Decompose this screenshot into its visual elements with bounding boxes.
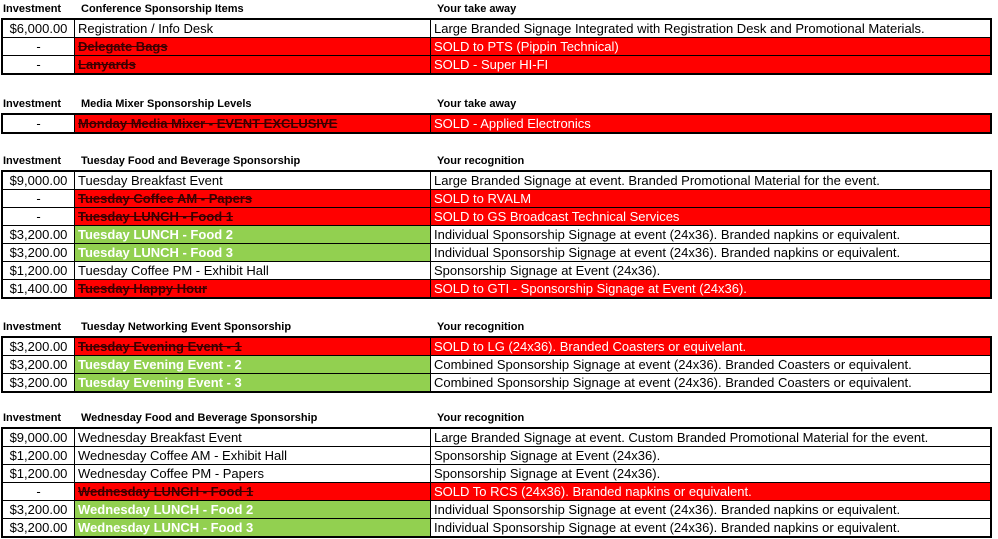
investment-cell: $6,000.00 bbox=[2, 19, 75, 38]
header-investment: Investment bbox=[3, 98, 62, 110]
item-cell: Delegate Bags bbox=[75, 38, 431, 56]
item-cell: Wednesday Coffee PM - Papers bbox=[75, 465, 431, 483]
benefit-cell: SOLD - Super HI-FI bbox=[431, 56, 992, 75]
item-cell: Tuesday Coffee AM - Papers bbox=[75, 190, 431, 208]
benefit-cell: Sponsorship Signage at Event (24x36). bbox=[431, 447, 992, 465]
investment-cell: $3,200.00 bbox=[2, 244, 75, 262]
item-cell: Wednesday LUNCH - Food 3 bbox=[75, 519, 431, 538]
table-row bbox=[2, 226, 991, 244]
investment-cell: $3,200.00 bbox=[2, 501, 75, 519]
item-cell: Monday Media Mixer - EVENT EXCLUSIVE bbox=[75, 114, 431, 133]
table-row bbox=[2, 501, 991, 519]
item-cell: Tuesday LUNCH - Food 2 bbox=[75, 226, 431, 244]
sponsorship-table bbox=[1, 170, 992, 299]
table-row bbox=[2, 38, 991, 56]
sponsorship-table bbox=[1, 336, 992, 393]
header-benefit: Your recognition bbox=[437, 412, 525, 424]
section-header bbox=[0, 1, 998, 18]
benefit-cell: SOLD to GS Broadcast Technical Services bbox=[431, 208, 992, 226]
item-cell: Tuesday Evening Event - 1 bbox=[75, 337, 431, 356]
header-investment: Investment bbox=[3, 321, 62, 333]
benefit-cell: SOLD to RVALM bbox=[431, 190, 992, 208]
item-cell: Wednesday LUNCH - Food 2 bbox=[75, 501, 431, 519]
table-row bbox=[2, 19, 991, 38]
investment-cell: - bbox=[2, 190, 75, 208]
investment-cell: - bbox=[2, 114, 75, 133]
investment-cell: - bbox=[2, 38, 75, 56]
section-header bbox=[0, 410, 998, 427]
benefit-cell: SOLD to GTI - Sponsorship Signage at Event (24x36). bbox=[431, 280, 992, 299]
item-cell: Tuesday LUNCH - Food 3 bbox=[75, 244, 431, 262]
benefit-cell: Large Branded Signage at event. Custom Branded Promotional Material for the event. bbox=[431, 428, 992, 447]
benefit-cell: Individual Sponsorship Signage at event (24x36). Branded napkins or equivalent. bbox=[431, 244, 992, 262]
item-cell: Wednesday LUNCH - Food 1 bbox=[75, 483, 431, 501]
table-row bbox=[2, 280, 991, 299]
sponsorship-table bbox=[1, 18, 992, 75]
item-cell: Tuesday Evening Event - 2 bbox=[75, 356, 431, 374]
benefit-cell: Individual Sponsorship Signage at event (24x36). Branded napkins or equivalent. bbox=[431, 226, 992, 244]
investment-cell: $9,000.00 bbox=[2, 428, 75, 447]
item-cell: Wednesday Breakfast Event bbox=[75, 428, 431, 447]
header-investment: Investment bbox=[3, 155, 62, 167]
benefit-cell: Individual Sponsorship Signage at event (24x36). Branded napkins or equivalent. bbox=[431, 519, 992, 538]
section-header bbox=[0, 96, 998, 113]
investment-cell: $1,400.00 bbox=[2, 280, 75, 299]
investment-cell: $3,200.00 bbox=[2, 226, 75, 244]
investment-cell: $1,200.00 bbox=[2, 262, 75, 280]
benefit-cell: Large Branded Signage Integrated with Registration Desk and Promotional Materials. bbox=[431, 19, 992, 38]
table-row bbox=[2, 190, 991, 208]
item-cell: Tuesday Breakfast Event bbox=[75, 171, 431, 190]
table-row bbox=[2, 356, 991, 374]
section-tuesday-food bbox=[0, 153, 998, 299]
header-benefit: Your recognition bbox=[437, 321, 525, 333]
item-cell: Lanyards bbox=[75, 56, 431, 75]
benefit-cell: Sponsorship Signage at Event (24x36). bbox=[431, 262, 992, 280]
investment-cell: $3,200.00 bbox=[2, 374, 75, 393]
investment-cell: $9,000.00 bbox=[2, 171, 75, 190]
benefit-cell: SOLD to LG (24x36). Branded Coasters or equivelant. bbox=[431, 337, 992, 356]
investment-cell: $1,200.00 bbox=[2, 465, 75, 483]
benefit-cell: Combined Sponsorship Signage at event (24x36). Branded Coasters or equivalent. bbox=[431, 356, 992, 374]
header-investment: Investment bbox=[3, 3, 62, 15]
benefit-cell: SOLD - Applied Electronics bbox=[431, 114, 992, 133]
section-header bbox=[0, 153, 998, 170]
item-cell: Tuesday Happy Hour bbox=[75, 280, 431, 299]
header-benefit: Your take away bbox=[437, 3, 517, 15]
header-category: Wednesday Food and Beverage Sponsorship bbox=[81, 412, 318, 424]
investment-cell: - bbox=[2, 56, 75, 75]
item-cell: Tuesday Coffee PM - Exhibit Hall bbox=[75, 262, 431, 280]
item-cell: Wednesday Coffee AM - Exhibit Hall bbox=[75, 447, 431, 465]
header-benefit: Your recognition bbox=[437, 155, 525, 167]
header-category: Tuesday Food and Beverage Sponsorship bbox=[81, 155, 301, 167]
item-cell: Tuesday Evening Event - 3 bbox=[75, 374, 431, 393]
header-benefit: Your take away bbox=[437, 98, 517, 110]
table-row bbox=[2, 465, 991, 483]
section-conference-items bbox=[0, 1, 998, 75]
section-tuesday-networking bbox=[0, 319, 998, 393]
header-category: Tuesday Networking Event Sponsorship bbox=[81, 321, 292, 333]
table-row bbox=[2, 519, 991, 538]
table-row bbox=[2, 56, 991, 75]
header-category: Conference Sponsorship Items bbox=[81, 3, 244, 15]
benefit-cell: Combined Sponsorship Signage at event (24x36). Branded Coasters or equivalent. bbox=[431, 374, 992, 393]
benefit-cell: Sponsorship Signage at Event (24x36). bbox=[431, 465, 992, 483]
section-wednesday-food bbox=[0, 410, 998, 538]
table-row bbox=[2, 483, 991, 501]
investment-cell: $3,200.00 bbox=[2, 337, 75, 356]
table-row bbox=[2, 171, 991, 190]
table-row bbox=[2, 114, 991, 133]
benefit-cell: Individual Sponsorship Signage at event (24x36). Branded napkins or equivalent. bbox=[431, 501, 992, 519]
benefit-cell: Large Branded Signage at event. Branded Promotional Material for the event. bbox=[431, 171, 992, 190]
investment-cell: $1,200.00 bbox=[2, 447, 75, 465]
table-row bbox=[2, 428, 991, 447]
benefit-cell: SOLD to PTS (Pippin Technical) bbox=[431, 38, 992, 56]
investment-cell: - bbox=[2, 483, 75, 501]
table-row bbox=[2, 337, 991, 356]
table-row bbox=[2, 374, 991, 393]
investment-cell: $3,200.00 bbox=[2, 519, 75, 538]
investment-cell: - bbox=[2, 208, 75, 226]
table-row bbox=[2, 262, 991, 280]
header-investment: Investment bbox=[3, 412, 62, 424]
item-cell: Tuesday LUNCH - Food 1 bbox=[75, 208, 431, 226]
section-media-mixer bbox=[0, 96, 998, 134]
section-header bbox=[0, 319, 998, 336]
sponsorship-table bbox=[1, 427, 992, 538]
investment-cell: $3,200.00 bbox=[2, 356, 75, 374]
item-cell: Registration / Info Desk bbox=[75, 19, 431, 38]
header-category: Media Mixer Sponsorship Levels bbox=[81, 98, 252, 110]
table-row bbox=[2, 244, 991, 262]
benefit-cell: SOLD To RCS (24x36). Branded napkins or equivalent. bbox=[431, 483, 992, 501]
sponsorship-table bbox=[1, 113, 992, 134]
table-row bbox=[2, 447, 991, 465]
table-row bbox=[2, 208, 991, 226]
